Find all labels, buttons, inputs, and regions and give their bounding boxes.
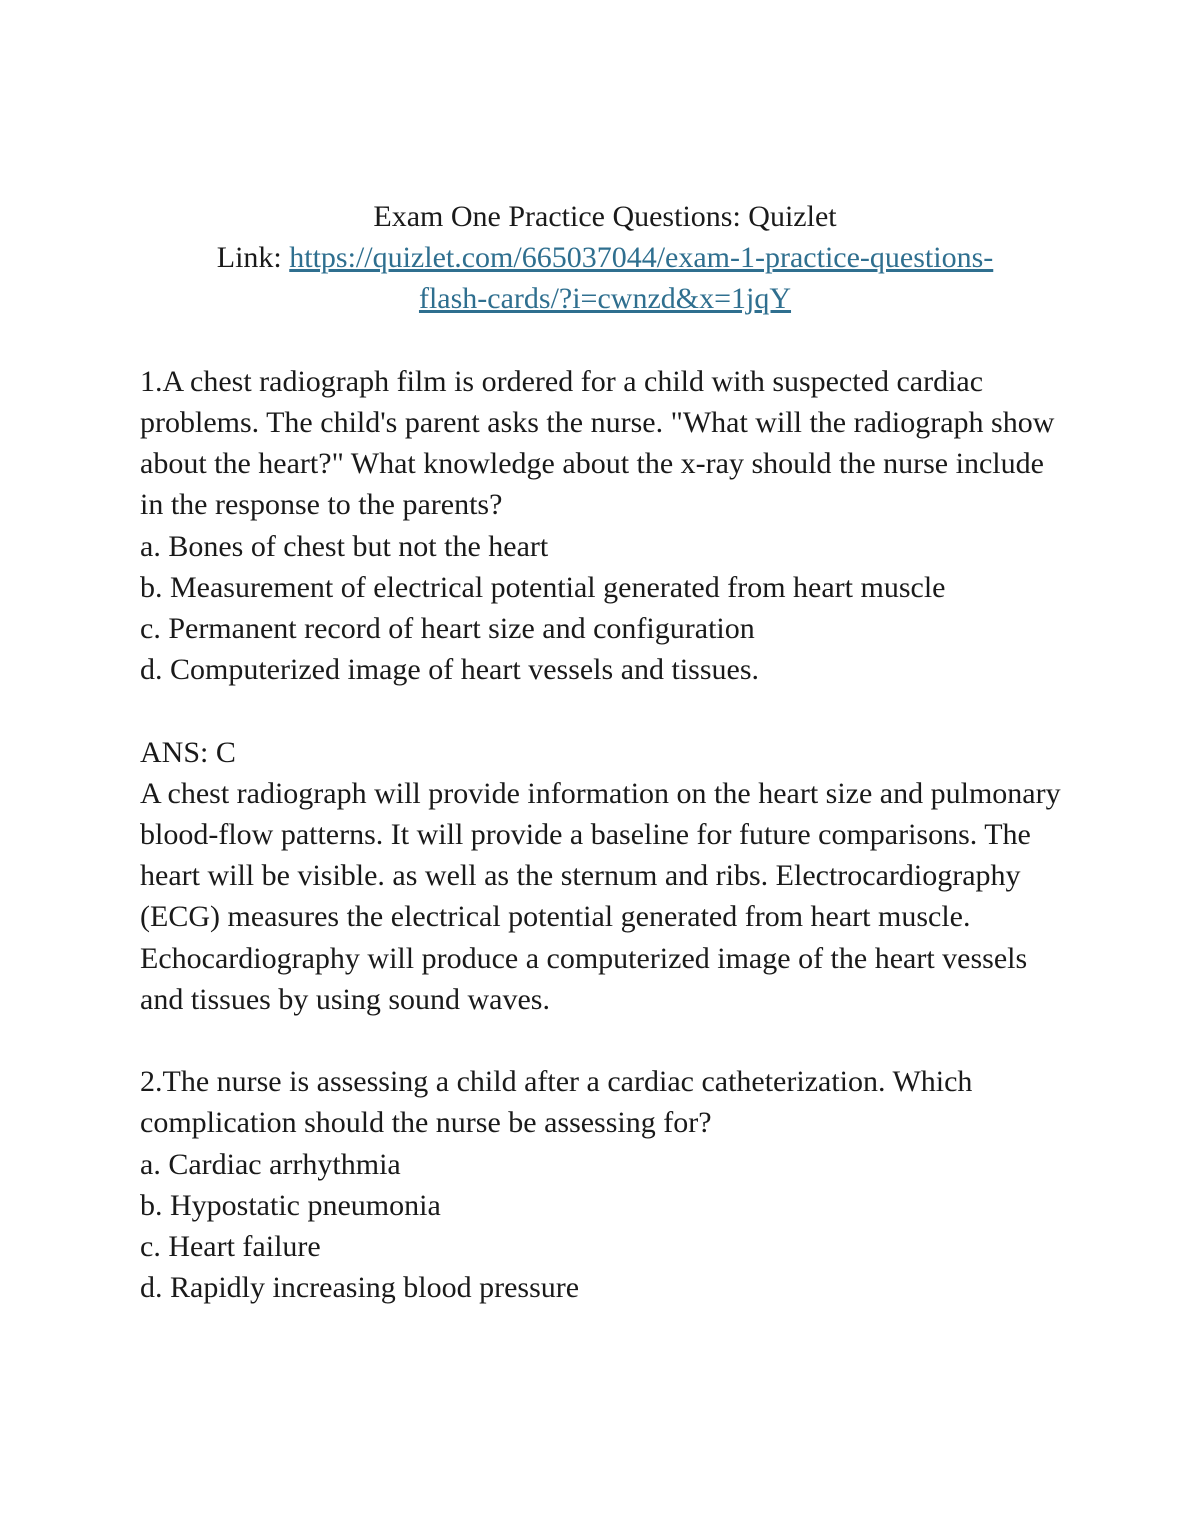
- link-line: [140, 237, 1070, 319]
- question-1-prompt: 1.A chest radiograph film is ordered for a child with suspected cardiac problems. The child's parent asks the nurse. "What will the radiograph show about the heart?" What knowledge about the x-ray should the nurse include in the response to the parents?: [140, 364, 1055, 522]
- link-label: Link:: [216, 241, 290, 275]
- quizlet-link-part-1[interactable]: https://quizlet.com/665037044/exam-1-practice-questions-: [289, 241, 994, 275]
- document-page: [140, 196, 1070, 1308]
- question-1-rationale: A chest radiograph will provide information on the heart size and pulmonary blood-flow patterns. It will provide a baseline for future comparisons. The heart will be visible. as well as the sternum and ribs. Electrocardiography (ECG) measures the electrical potential generated from heart muscle. Echocardiography will produce a computerized image of the heart vessels and tissues by using sound waves.: [140, 776, 1061, 1016]
- question-2-prompt: 2.The nurse is assessing a child after a cardiac catheterization. Which complication should the nurse be assessing for?: [140, 1065, 973, 1140]
- question-1-answer: ANS: C: [140, 735, 236, 769]
- spacer: [140, 320, 1070, 361]
- spacer: [140, 1020, 1070, 1061]
- question-2-option-c: c. Heart failure: [140, 1230, 321, 1264]
- question-1-option-d: d. Computerized image of heart vessels and tissues.: [140, 653, 760, 687]
- question-2-option-d: d. Rapidly increasing blood pressure: [140, 1271, 580, 1305]
- question-2-option-b: b. Hypostatic pneumonia: [140, 1188, 441, 1222]
- question-1-option-a: a. Bones of chest but not the heart: [140, 529, 549, 563]
- spacer: [140, 690, 1070, 731]
- question-1-option-b: b. Measurement of electrical potential generated from heart muscle: [140, 570, 946, 604]
- quizlet-link-part-2[interactable]: flash-cards/?i=cwnzd&x=1jqY: [418, 282, 792, 316]
- question-2-option-a: a. Cardiac arrhythmia: [140, 1147, 401, 1181]
- question-1-option-c: c. Permanent record of heart size and configuration: [140, 612, 755, 646]
- document-title: Exam One Practice Questions: Quizlet: [373, 200, 837, 233]
